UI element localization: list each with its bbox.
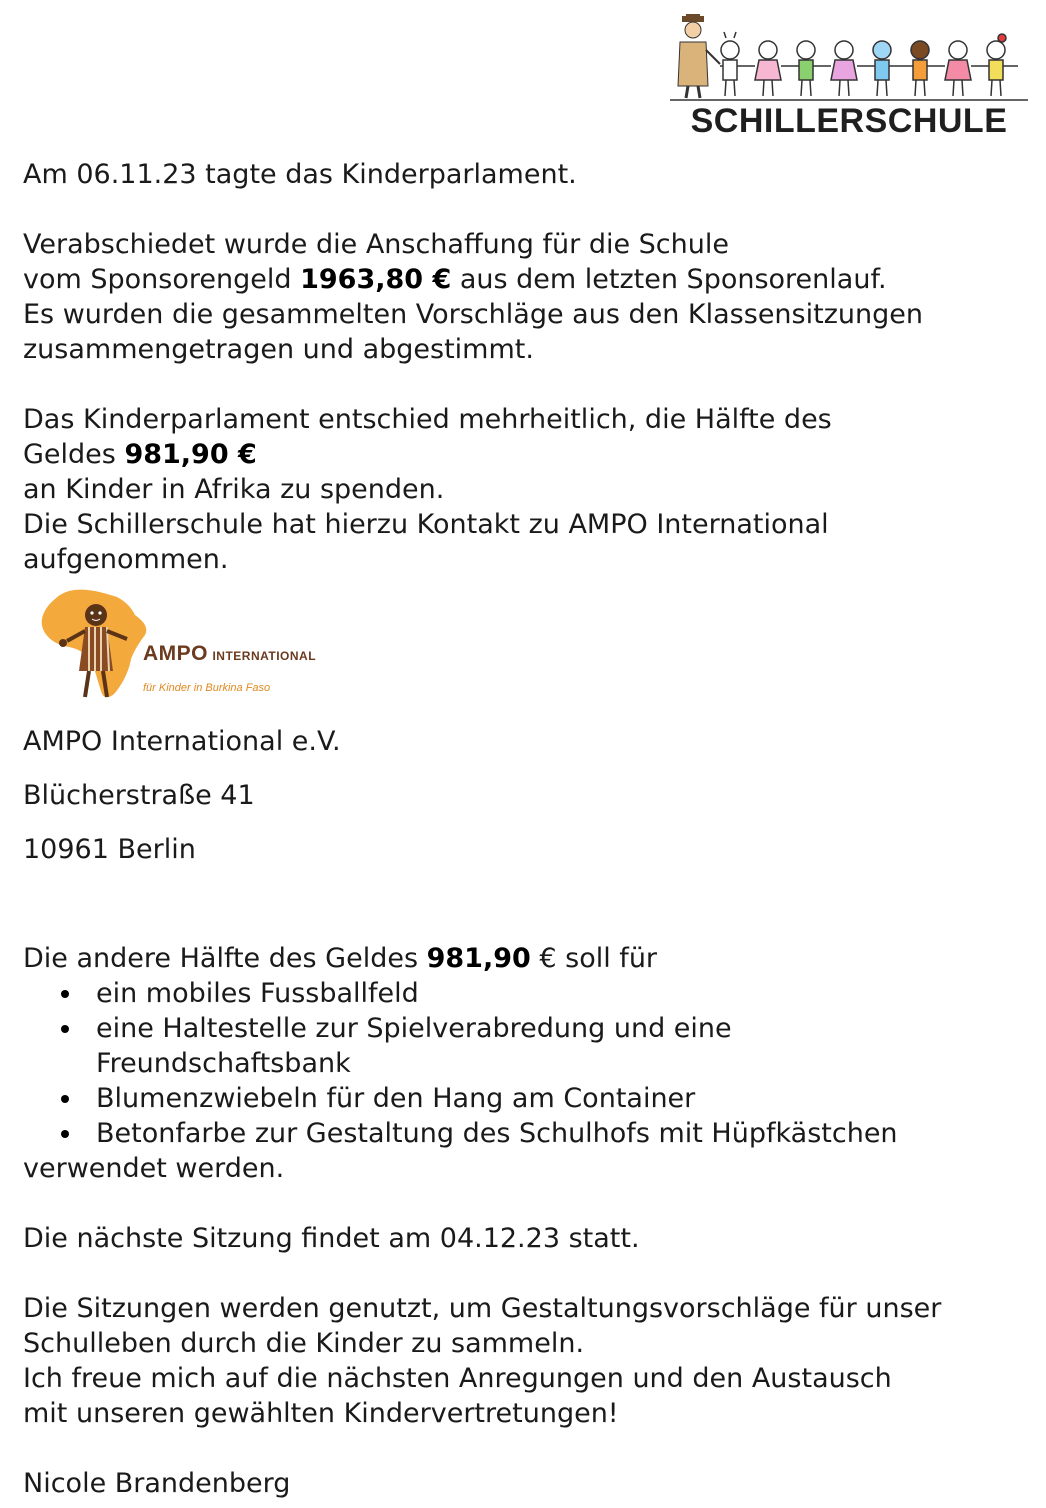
signature: Nicole Brandenberg <box>23 1468 291 1499</box>
next-meeting-line: Die nächste Sitzung findet am 04.12.23 statt. <box>23 1223 640 1254</box>
ampo-wordmark <box>143 642 317 665</box>
ampo-logo <box>39 587 329 712</box>
para2-line5: aufgenommen. <box>23 544 229 575</box>
para1-line3: Es wurden die gesammelten Vorschläge aus den Klassensitzungen <box>23 299 923 330</box>
list-item-text-cont: Freundschaftsbank <box>96 1048 351 1079</box>
ampo-wordmark-big: AMPO <box>143 642 208 665</box>
para1-line2-post: aus dem letzten Sponsorenlauf. <box>451 264 887 295</box>
list-item-text: eine Haltestelle zur Spielverabredung und eine <box>96 1013 732 1044</box>
para2-line2-pre: Geldes <box>23 439 125 470</box>
list-item <box>96 976 1023 1011</box>
para3-intro-line <box>23 941 1023 976</box>
list-item-text: Blumenzwiebeln für den Hang am Container <box>96 1083 696 1114</box>
para2-line3: an Kinder in Afrika zu spenden. <box>23 474 445 505</box>
para2-line2 <box>23 437 1023 472</box>
para4-line3: Ich freue mich auf die nächsten Anregungen und den Austausch <box>23 1363 892 1394</box>
para3-post: € soll für <box>530 943 658 974</box>
donation-amount: 981,90 € <box>124 439 257 470</box>
para1-line4: zusammengetragen und abgestimmt. <box>23 334 534 365</box>
address-street: Blücherstraße 41 <box>23 780 255 811</box>
list-item <box>96 1081 1023 1116</box>
intro-line: Am 06.11.23 tagte das Kinderparlament. <box>23 159 577 190</box>
address-org: AMPO International e.V. <box>23 726 341 757</box>
para3-closing: verwendet werden. <box>23 1153 285 1184</box>
list-item <box>96 1116 1023 1151</box>
para4-line4: mit unseren gewählten Kindervertretungen! <box>23 1398 619 1429</box>
address-block <box>23 724 1023 867</box>
para2-line4: Die Schillerschule hat hierzu Kontakt zu AMPO International <box>23 509 829 540</box>
list-item-text: Betonfarbe zur Gestaltung des Schulhofs mit Hüpfkästchen <box>96 1118 898 1149</box>
sponsoring-amount: 1963,80 € <box>300 264 452 295</box>
africa-child-icon <box>39 587 149 712</box>
remaining-amount: 981,90 <box>426 943 531 974</box>
ampo-tagline: für Kinder in Burkina Faso <box>143 682 271 694</box>
para1-line2-pre: vom Sponsorengeld <box>23 264 301 295</box>
para1-line1: Verabschiedet wurde die Anschaffung für die Schule <box>23 229 729 260</box>
school-name: SCHILLERSCHULE <box>690 102 1008 140</box>
para4-line1: Die Sitzungen werden genutzt, um Gestaltungsvorschläge für unser <box>23 1293 942 1324</box>
para2-line1: Das Kinderparlament entschied mehrheitlich, die Hälfte des <box>23 404 832 435</box>
para4-line2: Schulleben durch die Kinder zu sammeln. <box>23 1328 585 1359</box>
para1-line2 <box>23 262 1023 297</box>
purchase-list <box>23 976 1023 1151</box>
address-city: 10961 Berlin <box>23 834 196 865</box>
document-body <box>23 0 1023 1501</box>
ampo-wordmark-small: INTERNATIONAL <box>212 649 317 663</box>
para3-pre: Die andere Hälfte des Geldes <box>23 943 427 974</box>
list-item-text: ein mobiles Fussballfeld <box>96 978 419 1009</box>
list-item <box>96 1011 1023 1081</box>
